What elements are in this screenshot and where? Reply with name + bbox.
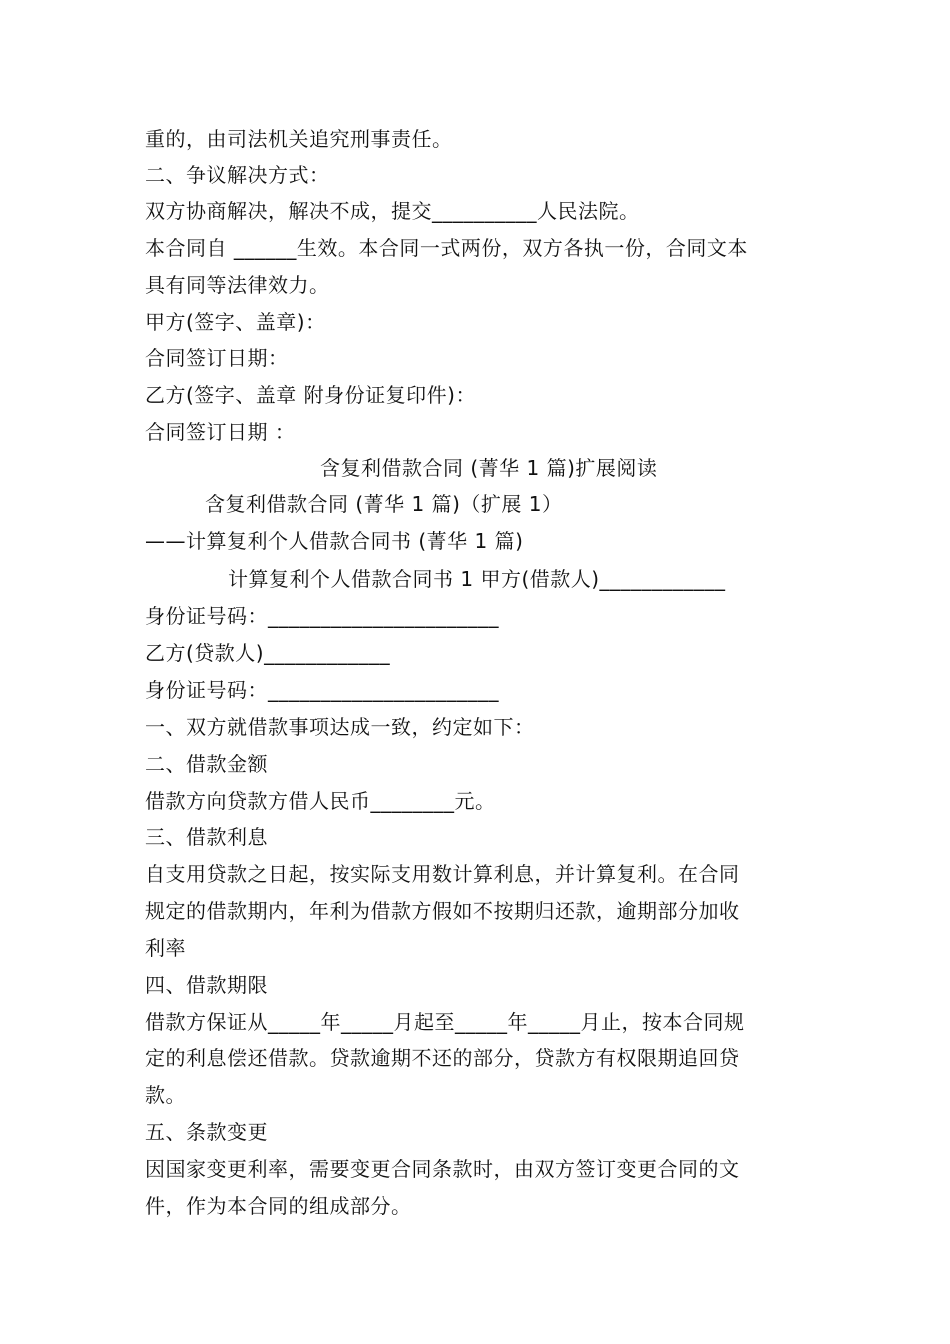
section-heading: 五、条款变更	[145, 1120, 268, 1144]
section-heading: 二、借款金额	[145, 752, 268, 776]
signature-party-b: 乙方(签字、盖章 附身份证复印件)：	[145, 383, 476, 407]
subtitle-line: ——计算复利个人借款合同书 (菁华 1 篇)	[145, 529, 524, 553]
text-line: 具有同等法律效力。	[145, 273, 330, 297]
signature-party-a: 甲方(签字、盖章)：	[145, 310, 326, 334]
text-line: 款。	[145, 1083, 186, 1107]
id-number-field: 身份证号码：______________________	[145, 604, 499, 628]
signing-date: 合同签订日期：	[145, 346, 289, 370]
signing-date: 合同签订日期 ：	[145, 420, 296, 444]
text-line: 定的利息偿还借款。贷款逾期不还的部分，贷款方有权限期追回贷	[145, 1046, 740, 1070]
text-line: 因国家变更利率，需要变更合同条款时，由双方签订变更合同的文	[145, 1157, 740, 1181]
section-heading: 四、借款期限	[145, 973, 268, 997]
text-line: 借款方保证从_____年_____月起至_____年_____月止，按本合同规	[145, 1010, 745, 1034]
text-line: 借款方向贷款方借人民币________元。	[145, 789, 496, 813]
text-line: 本合同自 ______生效。本合同一式两份，双方各执一份，合同文本	[145, 236, 748, 260]
contract-title: 计算复利个人借款合同书 1 甲方(借款人)____________	[228, 567, 726, 591]
id-number-field: 身份证号码：______________________	[145, 678, 499, 702]
lender-field: 乙方(贷款人)____________	[145, 641, 391, 665]
section-heading: 一、双方就借款事项达成一致，约定如下：	[145, 715, 535, 739]
section-heading: 三、借款利息	[145, 825, 268, 849]
extended-reading-subtitle: 含复利借款合同 (菁华 1 篇)（扩展 1）	[205, 492, 563, 516]
text-line: 自支用贷款之日起，按实际支用数计算利息，并计算复利。在合同	[145, 862, 740, 886]
text-line: 规定的借款期内，年利为借款方假如不按期归还款，逾期部分加收	[145, 899, 740, 923]
text-line: 利率	[145, 936, 186, 960]
text-line: 件，作为本合同的组成部分。	[145, 1194, 412, 1218]
extended-reading-title: 含复利借款合同 (菁华 1 篇)扩展阅读	[320, 456, 658, 480]
text-line: 重的，由司法机关追究刑事责任。	[145, 127, 453, 151]
text-line: 双方协商解决，解决不成，提交__________人民法院。	[145, 199, 640, 223]
section-heading: 二、争议解决方式：	[145, 163, 330, 187]
